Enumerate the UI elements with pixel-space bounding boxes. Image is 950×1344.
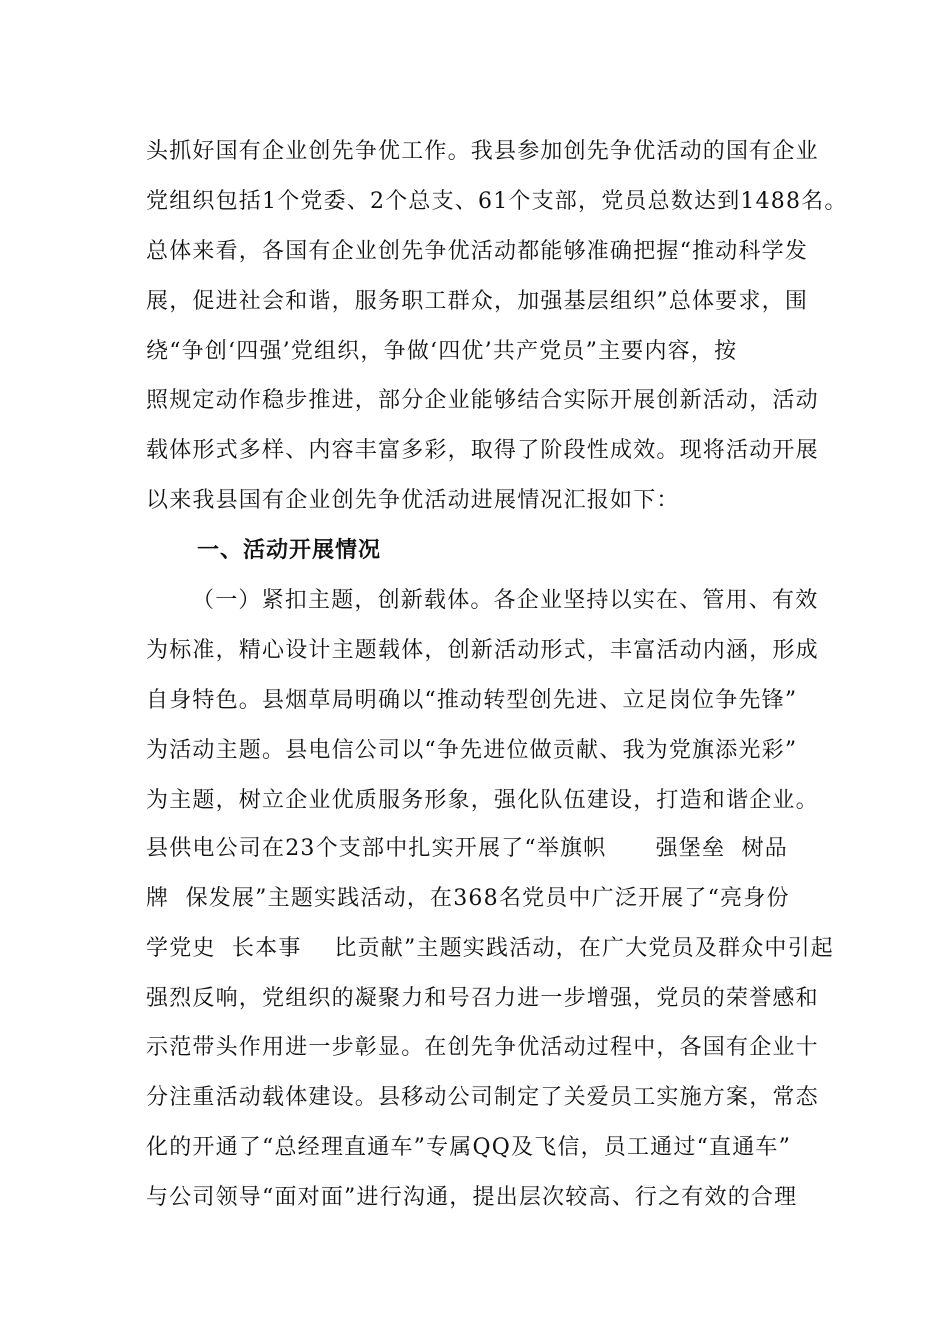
paragraph-line: （一）紧扣主题，创新载体。各企业坚持以实在、管用、有效 [192, 588, 819, 613]
paragraph-line: 载体形式多样、内容丰富多彩，取得了阶段性成效。现将活动开展 [146, 438, 819, 463]
paragraph-line: 示范带头作用进一步彰显。在创先争优活动过程中，各国有企业十 [146, 1035, 819, 1060]
paragraph-line: 县供电公司在23个支部中扎实开展了“举旗帜 强堡垒 树品 [146, 836, 788, 861]
paragraph-line: 展，促进社会和谐，服务职工群众，加强基层组织”总体要求，围 [146, 289, 809, 314]
paragraph-line: 分注重活动载体建设。县移动公司制定了关爱员工实施方案，常态 [146, 1085, 819, 1110]
paragraph-line: 为活动主题。县电信公司以“争先进位做贡献、我为党旗添光彩” [146, 738, 798, 763]
paragraph-line: 强烈反响，党组织的凝聚力和号召力进一步增强，党员的荣誉感和 [146, 986, 819, 1011]
paragraph-line: 学党史 长本事 比贡献”主题实践活动，在广大党员及群众中引起 [146, 936, 835, 961]
paragraph-line: 为标准，精心设计主题载体，创新活动形式，丰富活动内涵，形成 [146, 638, 819, 663]
paragraph-line: 自身特色。县烟草局明确以“推动转型创先进、立足岗位争先锋” [146, 688, 798, 713]
paragraph-line: 总体来看，各国有企业创先争优活动都能够准确把握“推动科学发 [146, 239, 809, 264]
paragraph-line: 绕“争创‘四强’党组织，争做‘四优’共产党员”主要内容，按 [146, 339, 738, 364]
paragraph-line: 牌 保发展”主题实践活动，在368名党员中广泛开展了“亮身份 [146, 886, 790, 911]
paragraph-line: 照规定动作稳步推进，部分企业能够结合实际开展创新活动，活动 [146, 388, 819, 413]
paragraph-line: 头抓好国有企业创先争优工作。我县参加创先争优活动的国有企业 [146, 139, 819, 164]
paragraph-line: 化的开通了“总经理直通车”专属QQ及飞信，员工通过“直通车” [146, 1135, 792, 1160]
paragraph-line: 党组织包括1个党委、2个总支、61个支部，党员总数达到1488名。 [146, 189, 848, 214]
paragraph-line: 与公司领导“面对面”进行沟通，提出层次较高、行之有效的合理 [146, 1185, 798, 1210]
section-heading: 一、活动开展情况 [197, 538, 382, 563]
paragraph-line: 以来我县国有企业创先争优活动进展情况汇报如下： [146, 488, 680, 513]
paragraph-line: 为主题，树立企业优质服务形象，强化队伍建设，打造和谐企业。 [146, 788, 819, 813]
